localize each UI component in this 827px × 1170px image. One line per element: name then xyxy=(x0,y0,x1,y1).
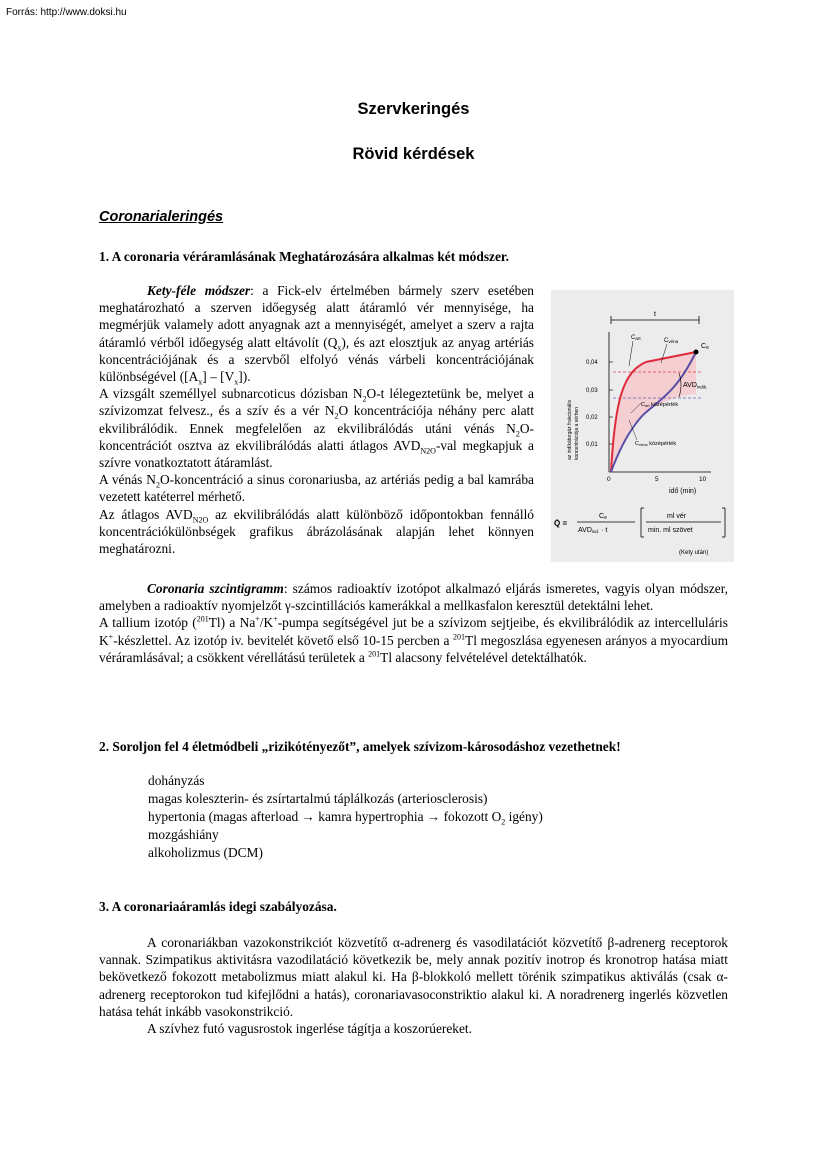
vena-mean-label: Cvéna középérték xyxy=(635,441,677,447)
text: Tl alacsony felvételével detektálhatók. xyxy=(380,649,587,665)
sup-plus: + xyxy=(273,614,278,624)
art-mean-label: Cart középérték xyxy=(641,402,679,408)
text: A vizsgált személlyel subnarcoticus dózisban N xyxy=(99,386,363,402)
xtick-label: 5 xyxy=(655,476,659,483)
sub-2: 2 xyxy=(334,412,339,422)
text: Tl) a Na xyxy=(208,615,256,631)
risk-factor-list xyxy=(148,772,543,862)
venous-paragraph xyxy=(99,471,534,505)
kety-diagram xyxy=(551,290,734,562)
xtick-label: 10 xyxy=(699,476,707,483)
scintigram-text: : számos radioaktív izotópot alkalmazó eljárás ismeretes, vagyis olyan módszer, amelyben a radioaktív nyomjelzőt γ-szcintillációs kamerákkal a mellkasfalon keresztül detektálni lehet. xyxy=(99,581,728,614)
ce-point xyxy=(694,350,699,355)
q-dot: Q̇ = xyxy=(554,519,568,528)
sup-201: 201 xyxy=(368,649,381,659)
unit-den: min. ml szövet xyxy=(648,527,693,534)
frac-den: AVDind. · t xyxy=(578,527,608,534)
q3-paragraph-1: A coronariákban vazokonstrikciót közvetítő α-adrenerg és vasodilatációt közvetítő β-adrenerg receptorok vannak. Szimpatikus aktivitásra vazodilatáció következik be, mely annak pozitív inotrop és kronotrop hatása miatt bekövetkező fokozott metabolizmus miatt alakul ki. Ha β-blokkoló mellett törénik szimpatikus aktiválás (csak α-adrenerg receptorokon tud kifejlődni a hatás), coronariavasoconstriktio alakul ki. A noradrenerg ingerlés közvetlen hatása tehát inkább vasokonstrikció. xyxy=(99,935,728,1019)
section-heading: Coronarialeringés xyxy=(99,209,224,225)
text: A vénás N xyxy=(99,472,156,488)
text: Az átlagos AVD xyxy=(99,506,193,522)
kety-paragraph xyxy=(99,282,534,385)
sup-plus: + xyxy=(255,614,260,624)
source-line: Forrás: http://www.doksi.hu xyxy=(6,7,127,18)
sub-n2o: N2O xyxy=(420,446,436,456)
text: O koncentrációja néhány perc alatt ekvilibrálódik. Ennek megfelelően az ekvilibrálódás utáni vénás N xyxy=(99,403,534,436)
unit-num: ml vér xyxy=(667,513,687,520)
page-title: Szervkeringés xyxy=(357,100,470,118)
kety-text-2: ), és azt elosztjuk az anyag artériás koncentrációjának és a szervből elfolyó vénás várbeli koncentrációjának különbségével ([A xyxy=(99,334,535,385)
text: az ekvilibrálódás alatt különböző időpontokban fennálló koncentrációkülönbségek grafikus ábrázolásának alapján lehet könnyen meghatározni. xyxy=(99,506,534,557)
list-item-text-end: igény) xyxy=(505,809,543,824)
sub-2: 2 xyxy=(501,817,506,827)
c-art-pointer xyxy=(629,341,633,366)
scintigram-paragraph xyxy=(99,580,728,614)
question-1-body xyxy=(99,282,534,557)
q3-paragraph-2: A szívhez futó vagusrostok ingerlése tágítja a koszorúereket. xyxy=(147,1021,472,1037)
list-item: mozgáshiány xyxy=(148,827,219,842)
kety-term: Kety-féle módszer xyxy=(147,283,251,298)
text: O-koncentráció a sinus coronariusba, az artériás pedig a bal kamrába vezetett katéterrel mérhető. xyxy=(99,472,534,505)
n2o-paragraph xyxy=(99,385,534,471)
text: -pumpa segítségével jut be a szívizom sejtjeibe, és ekvilibrálódik az intercelluláris K xyxy=(99,615,728,648)
kety-figure xyxy=(551,290,734,562)
y-axis-label-2: koncentrációja a vérben xyxy=(574,406,580,460)
ytick-label: 0,03 xyxy=(586,388,598,394)
list-item xyxy=(148,808,543,826)
list-item: magas koleszterin- és zsírtartalmú táplálkozás (arteriosclerosis) xyxy=(148,791,488,806)
sub-n2o: N2O xyxy=(192,515,209,525)
sup-plus: + xyxy=(108,632,114,642)
text: A tallium izotóp ( xyxy=(99,615,197,631)
question-1-heading: 1. A coronaria véráramlásának Meghatározására alkalmas két módszer. xyxy=(99,249,509,264)
t-label: t xyxy=(654,311,656,318)
frac-num: Ce xyxy=(599,513,607,521)
c-e-label: Ce xyxy=(701,343,709,351)
c-art-label: Cart xyxy=(631,335,641,341)
list-item: dohányzás xyxy=(148,773,205,788)
ytick-label: 0,04 xyxy=(586,360,598,366)
ytick-label: 0,02 xyxy=(586,415,598,421)
list-item-text: hypertonia (magas afterload → kamra hypertrophia → fokozott O xyxy=(148,809,502,824)
avd-label: $AVD_{indik.}$ xyxy=(683,382,708,390)
question-3-heading: 3. A coronariaáramlás idegi szabályozása. xyxy=(99,899,337,914)
sub-x: x xyxy=(337,343,342,353)
text: Tl megoszlása egyenesen arányos a myocardium véráramlásával; a csökkent vérellátású területek a xyxy=(99,632,728,665)
c-vena-label: Cvéna xyxy=(664,338,679,344)
text: O-koncentrációt osztva az ekvilibrálódás alatti átlagos AVD xyxy=(99,420,534,453)
sub-x: x xyxy=(198,377,203,387)
text: -készlettel. Az izotóp iv. bevitelét követő első 10-15 percben a xyxy=(113,632,454,648)
xtick-label: 0 xyxy=(607,476,611,483)
x-axis-label: idő (min) xyxy=(669,488,697,495)
sub-2: 2 xyxy=(515,429,520,439)
page-subtitle: Rövid kérdések xyxy=(352,145,475,163)
avd-area xyxy=(611,352,696,472)
scintigram-block xyxy=(99,580,728,666)
list-item: alkoholizmus (DCM) xyxy=(148,845,263,860)
sub-x: x xyxy=(234,377,239,387)
y-axis-label-1: az indikátorgáz frakcionális xyxy=(567,399,573,460)
question-3-body xyxy=(99,934,728,1037)
sub-2: 2 xyxy=(362,394,367,404)
sub-2: 2 xyxy=(155,480,160,490)
text: O-t lélegeztetünk be, melyet a szívizomzat felvesz., és a szív és a vér N xyxy=(99,386,534,419)
figure-credit: (Kety után) xyxy=(679,550,709,556)
question-2-heading: 2. Soroljon fel 4 életmódbeli „rizikótényezőt”, amelyek szívizom-károsodáshoz vezethetnek! xyxy=(99,739,621,754)
kety-text-3: ] – [V xyxy=(202,369,235,385)
text: /K xyxy=(259,615,274,631)
ytick-label: 0,01 xyxy=(586,442,598,448)
sup-201: 201 xyxy=(196,614,209,624)
kety-text: : a Fick-elv értelmében bármely szerv esetében meghatározható a szerven időegység alatt átáramló vér mennyisége, ha megmérjük valamely adott anyagnak azt a mennyiségét, amelyet a szerv a rajta átáramló vérből időegység alatt eltávolít (Q xyxy=(99,283,535,350)
thallium-paragraph xyxy=(99,614,728,666)
avd-paragraph xyxy=(99,506,534,558)
kety-text-4: ]). xyxy=(238,369,251,385)
sup-201: 201 xyxy=(453,632,466,642)
text: -val megkapjuk a szívre vonatkoztatott átáramlást. xyxy=(99,437,534,471)
scintigram-term: Coronaria szcintigramm xyxy=(147,581,284,596)
